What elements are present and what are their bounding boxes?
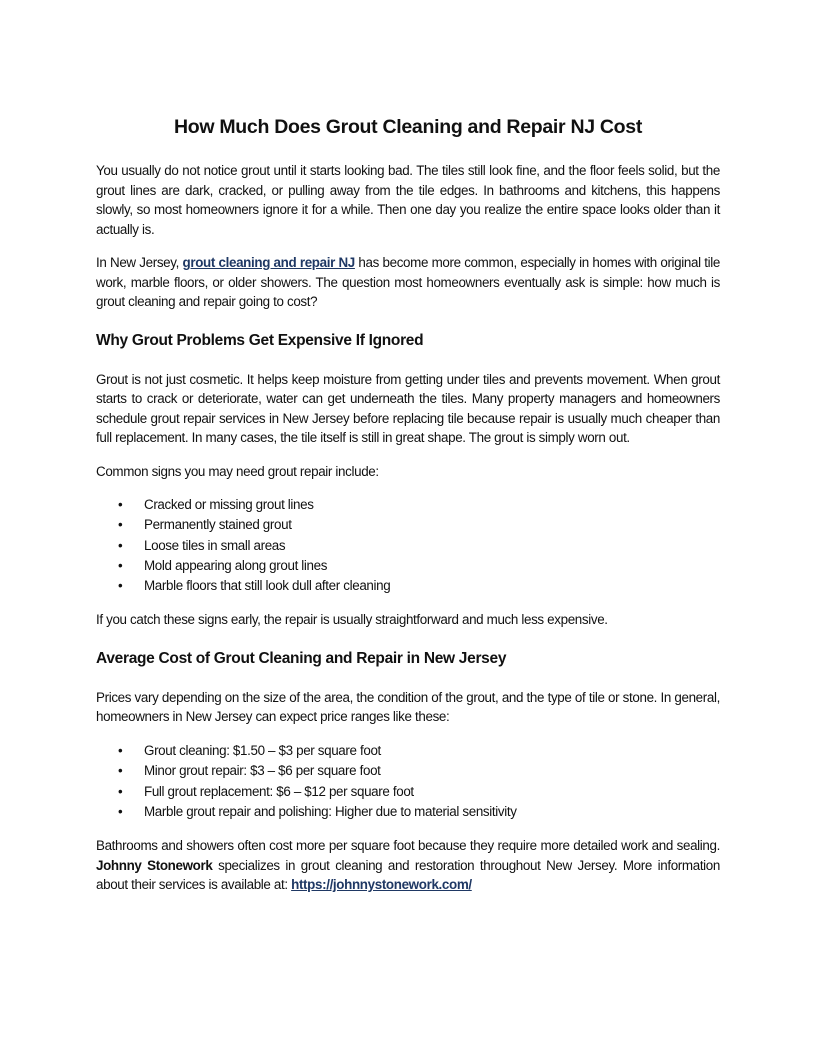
- section-heading-cost: Average Cost of Grout Cleaning and Repair in New Jersey: [96, 649, 507, 667]
- intro-paragraph-1: You usually do not notice grout until it starts looking bad. The tiles still look fine, and the floor feels solid, but the grout lines are dark, cracked, or pulling away from the tile edges. In bathrooms and kitchens, this happens slowly, so most homeowners ignore it for a while. Then one day you realize the entire space looks older than it actually is.: [96, 163, 720, 237]
- text: specializes in grout cleaning and restoration throughout New Jersey. More information about their services is available at:: [96, 857, 721, 893]
- section2-paragraph-1: Prices vary depending on the size of the area, the condition of the grout, and the type of tile or stone. In general, homeowners in New Jersey can expect price ranges like these:: [96, 689, 720, 725]
- list-item: • Full grout replacement: $6 – $12 per square foot: [144, 782, 720, 802]
- text: Bathrooms and showers often cost more per square foot because they require more detailed work and sealing.: [96, 838, 720, 854]
- list-item: • Minor grout repair: $3 – $6 per square foot: [144, 761, 720, 781]
- price-list: [96, 741, 720, 822]
- text: In New Jersey,: [96, 255, 183, 270]
- grout-cleaning-link[interactable]: grout cleaning and repair NJ: [182, 255, 355, 270]
- list-item: • Permanently stained grout: [144, 515, 720, 535]
- company-name: Johnny Stonework: [96, 857, 213, 873]
- document-page: [96, 116, 720, 909]
- section1-paragraph-3: If you catch these signs early, the repair is usually straightforward and much less expensive.: [96, 612, 608, 628]
- list-item: • Marble floors that still look dull after cleaning: [144, 576, 720, 596]
- list-item: • Marble grout repair and polishing: Higher due to material sensitivity: [144, 802, 720, 822]
- section1-paragraph-2: Common signs you may need grout repair include:: [96, 463, 379, 479]
- signs-list: [96, 495, 720, 596]
- section-heading-why: Why Grout Problems Get Expensive If Ignored: [96, 331, 424, 349]
- section2-paragraph-2: [96, 836, 720, 895]
- text: has become more common, especially in homes with original tile work, marble floors, or older showers. The question most homeowners eventually ask is simple: how much is grout cleaning and repair going to cost?: [96, 255, 720, 309]
- page-title: How Much Does Grout Cleaning and Repair NJ Cost: [173, 116, 643, 138]
- intro-paragraph-2: [96, 253, 720, 312]
- list-item: • Cracked or missing grout lines: [144, 495, 720, 515]
- section1-paragraph-1: Grout is not just cosmetic. It helps keep moisture from getting under tiles and prevents movement. When grout starts to crack or deteriorate, water can get underneath the tiles. Many property managers and homeowners schedule grout repair services in New Jersey before replacing tile because repair is usually much cheaper than full replacement. In many cases, the tile itself is still in great shape. The grout is simply worn out.: [96, 371, 720, 445]
- list-item: • Loose tiles in small areas: [144, 536, 720, 556]
- list-item: • Grout cleaning: $1.50 – $3 per square foot: [144, 741, 720, 761]
- list-item: • Mold appearing along grout lines: [144, 556, 720, 576]
- website-link[interactable]: https://johnnystonework.com/: [291, 877, 472, 893]
